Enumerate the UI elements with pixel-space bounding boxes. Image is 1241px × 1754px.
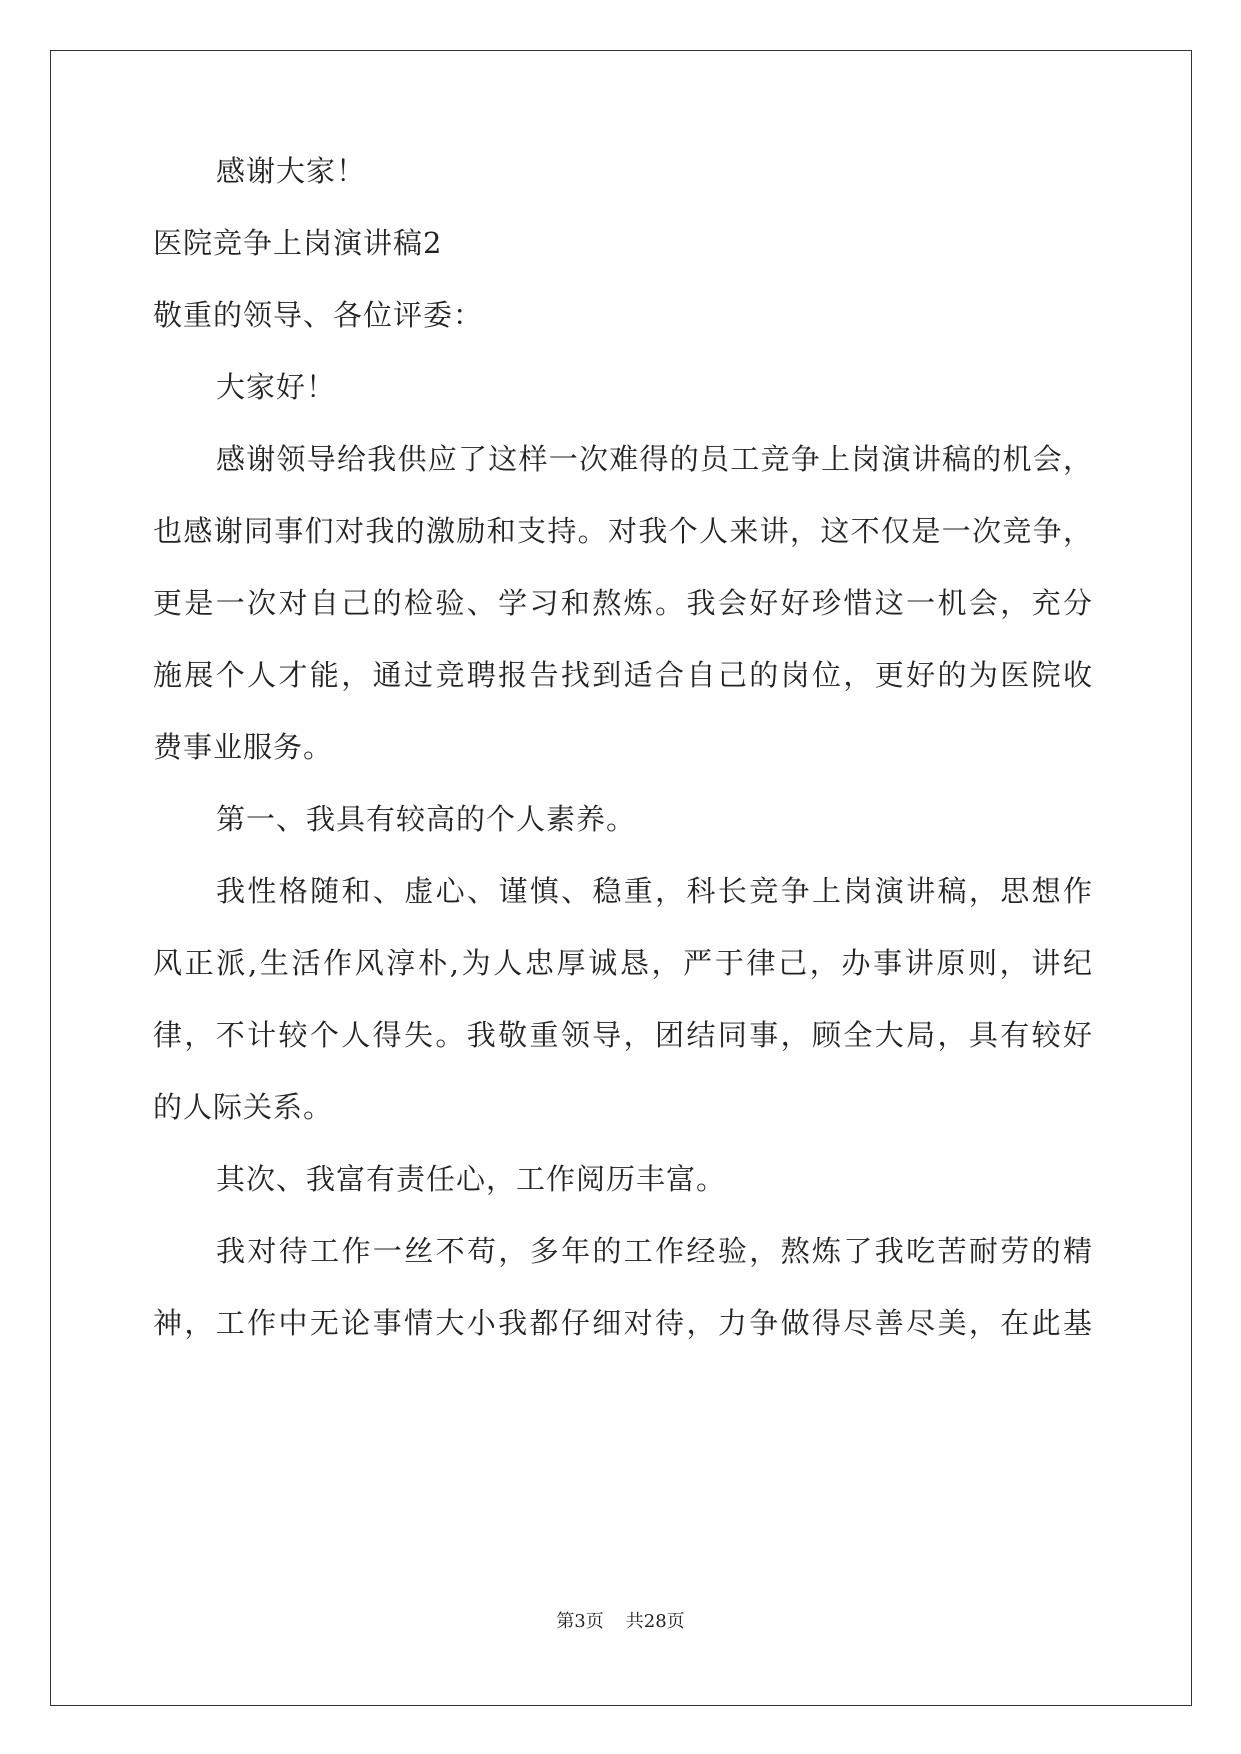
paragraph-line: 风正派,生活作风淳朴,为人忠厚诚恳，严于律己，办事讲原则，讲纪	[153, 946, 1093, 980]
speech-title: 医院竞争上岗演讲稿2	[153, 226, 443, 260]
paragraph-line: 我对待工作一丝不苟，多年的工作经验，熬炼了我吃苦耐劳的精	[216, 1234, 1093, 1268]
paragraph-line: 律，不计较个人得失。我敬重领导，团结同事，顾全大局，具有较好	[153, 1018, 1093, 1052]
section-heading: 其次、我富有责任心，工作阅历丰富。	[216, 1162, 727, 1196]
paragraph-line: 我性格随和、虚心、谨慎、稳重，科长竞争上岗演讲稿，思想作	[216, 874, 1093, 908]
paragraph-line: 施展个人才能，通过竞聘报告找到适合自己的岗位，更好的为医院收	[153, 658, 1093, 692]
paragraph-line: 更是一次对自己的检验、学习和熬炼。我会好好珍惜这一机会，充分	[153, 586, 1093, 620]
paragraph-line: 感谢领导给我供应了这样一次难得的员工竞争上岗演讲稿的机会，	[216, 442, 1093, 476]
page-number: 第3页	[556, 1611, 604, 1632]
salutation: 敬重的领导、各位评委：	[153, 298, 484, 332]
closing-line: 感谢大家！	[216, 154, 367, 188]
page-total: 共28页	[625, 1611, 685, 1632]
greeting: 大家好！	[216, 370, 337, 404]
paragraph-line: 神，工作中无论事情大小我都仔细对待，力争做得尽善尽美，在此基	[153, 1306, 1093, 1340]
paragraph-line: 费事业服务。	[153, 730, 334, 764]
paragraph-line: 也感谢同事们对我的激励和支持。对我个人来讲，这不仅是一次竞争，	[153, 514, 1093, 548]
page-footer	[0, 1610, 1241, 1634]
section-heading: 第一、我具有较高的个人素养。	[216, 802, 637, 836]
paragraph-line: 的人际关系。	[153, 1090, 334, 1124]
